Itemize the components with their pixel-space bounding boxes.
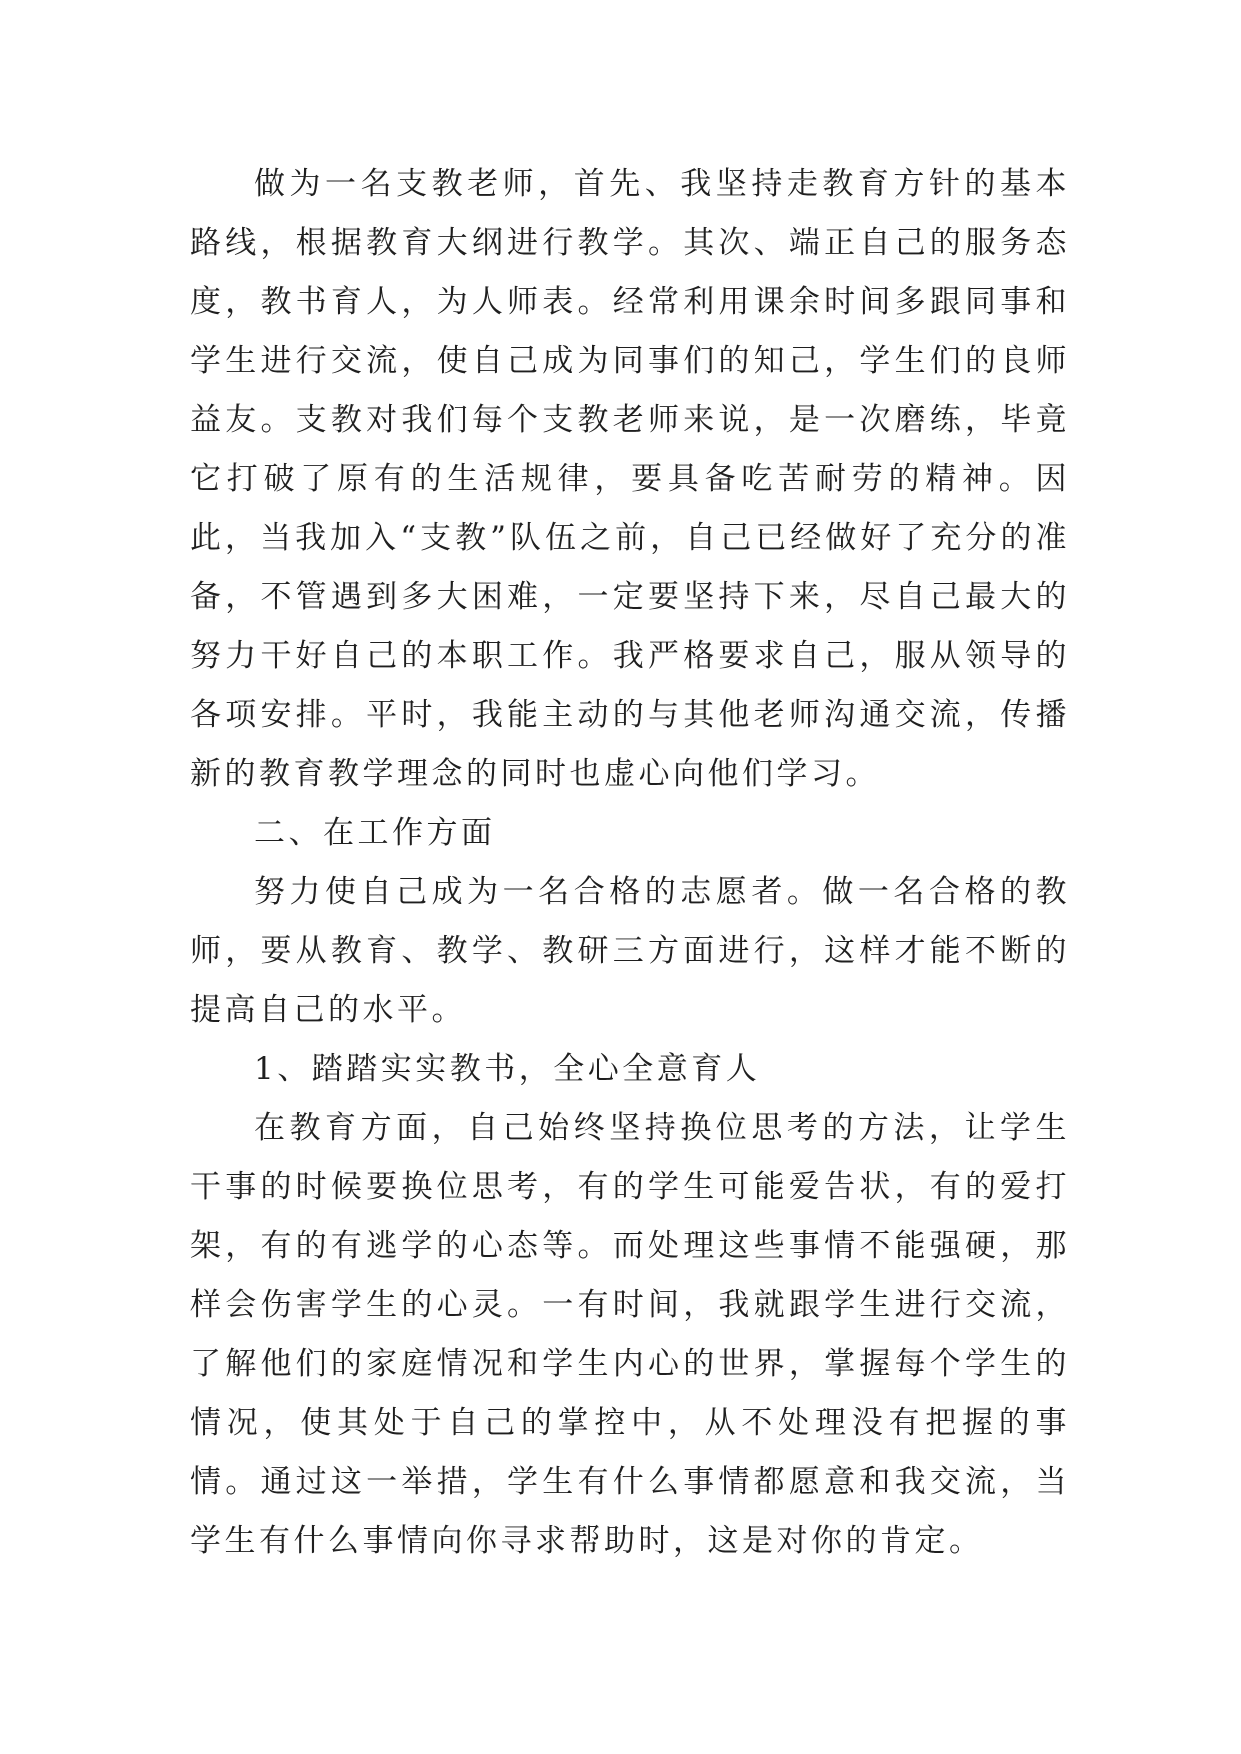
paragraph-education-approach: 在教育方面，自己始终坚持换位思考的方法，让学生干事的时候要换位思考，有的学生可能爱告状，有的爱打架，有的有逃学的心态等。而处理这些事情不能强硬，那样会伤害学生的心灵。一有时间，我就跟学生进行交流，了解他们的家庭情况和学生内心的世界，掌握每个学生的情况，使其处于自己的掌控中，从不处理没有把握的事情。通过这一举措，学生有什么事情都愿意和我交流，当学生有什么事情向你寻求帮助时，这是对你的肯定。 <box>190 1110 1070 1559</box>
paragraph-qualified-volunteer: 努力使自己成为一名合格的志愿者。做一名合格的教师，要从教育、教学、教研三方面进行，这样才能不断的提高自己的水平。 <box>190 874 1070 1028</box>
subsection-heading-teaching: 1、踏踏实实教书，全心全意育人 <box>254 1051 761 1087</box>
paragraph-support-teacher-attitude: 做为一名支教老师，首先、我坚持走教育方针的基本路线，根据教育大纲进行教学。其次、端正自己的服务态度，教书育人，为人师表。经常利用课余时间多跟同事和学生进行交流，使自己成为同事们的知己，学生们的良师益友。支教对我们每个支教老师来说，是一次磨练，毕竟它打破了原有的生活规律，要具备吃苦耐劳的精神。因此，当我加入“支教”队伍之前，自己已经做好了充分的准备，不管遇到多大困难，一定要坚持下来，尽自己最大的努力干好自己的本职工作。我严格要求自己，服从领导的各项安排。平时，我能主动的与其他老师沟通交流，传播新的教育教学理念的同时也虚心向他们学习。 <box>190 166 1070 792</box>
section-heading-work: 二、在工作方面 <box>254 815 496 851</box>
document-page <box>190 155 1070 1571</box>
